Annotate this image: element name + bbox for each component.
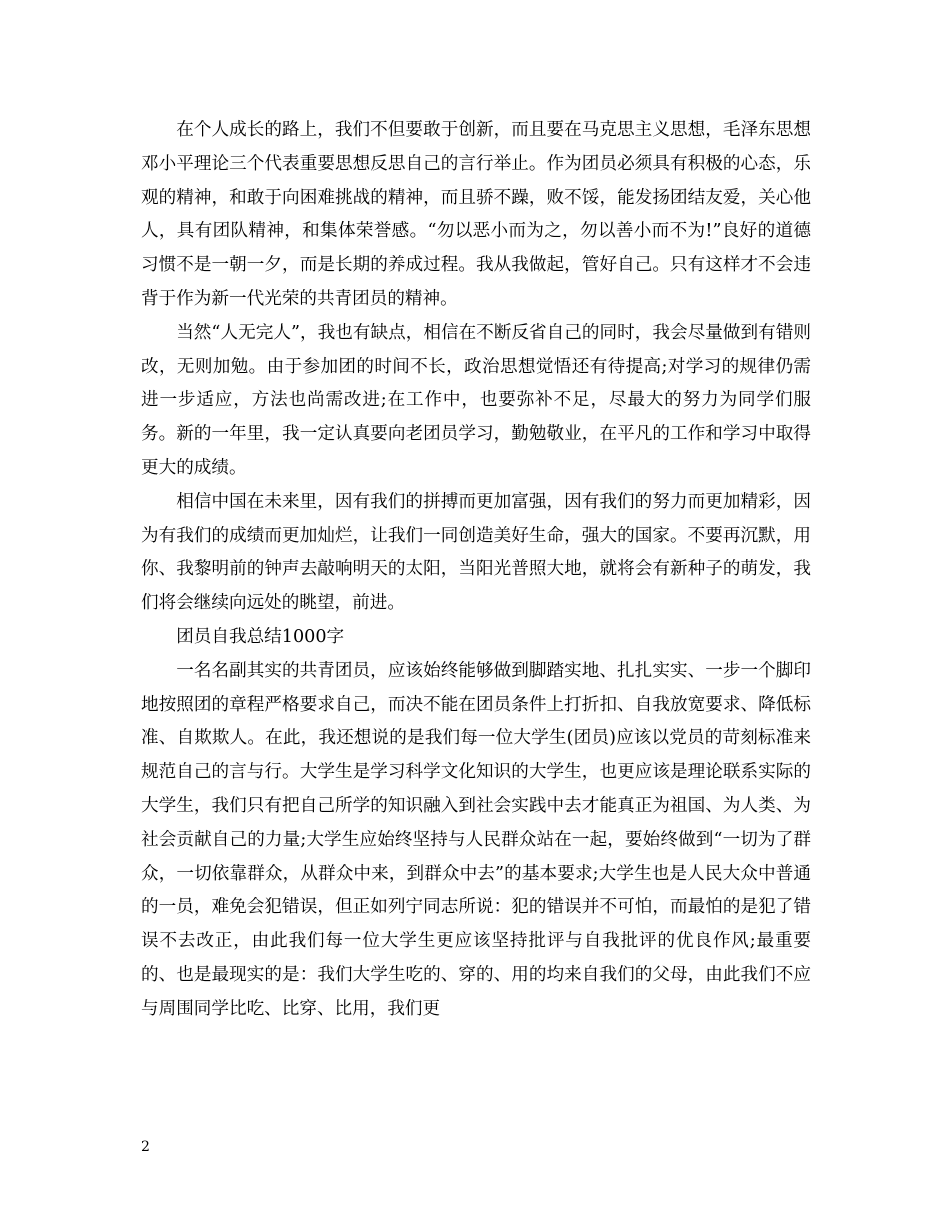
page-number: 2 xyxy=(141,1139,150,1155)
paragraph: 相信中国在未来里，因有我们的拼搏而更加富强，因有我们的努力而更加精彩，因为有我们的成绩而更加灿烂，让我们一同创造美好生命，强大的国家。不要再沉默，用你、我黎明前的钟声去敲响明天的太阳，当阳光普照大地，就将会有新种子的萌发，我们将会继续向远处的眺望，前进。 xyxy=(141,491,811,614)
paragraph: 在个人成长的路上，我们不但要敢于创新，而且要在马克思主义思想，毛泽东思想邓小平理论三个代表重要思想反思自己的言行举止。作为团员必须具有积极的心态，乐观的精神，和敢于向困难挑战的精神，而且骄不躁，败不馁，能发扬团结友爱，关心他人，具有团队精神，和集体荣誉感。“勿以恶小而为之，勿以善小而不为!”良好的道德习惯不是一朝一夕，而是长期的养成过程。我从我做起，管好自己。只有这样才不会违背于作为新一代光荣的共青团员的精神。 xyxy=(141,120,811,309)
paragraph: 一名名副其实的共青团员，应该始终能够做到脚踏实地、扎扎实实、一步一个脚印地按照团的章程严格要求自己，而决不能在团员条件上打折扣、自我放宽要求、降低标准、自欺欺人。在此，我还想说的是我们每一位大学生(团员)应该以党员的苛刻标准来规范自己的言与行。大学生是学习科学文化知识的大学生，也更应该是理论联系实际的大学生，我们只有把自己所学的知识融入到社会实践中去才能真正为祖国、为人类、为社会贡献自己的力量;大学生应始终坚持与人民群众站在一起，要始终做到“一切为了群众，一切依靠群众，从群众中来，到群众中去”的基本要求;大学生也是人民大众中普通的一员，难免会犯错误，但正如列宁同志所说：犯的错误并不可怕，而最怕的是犯了错误不去改正，由此我们每一位大学生更应该坚持批评与自我批评的优良作风;最重要的、也是最现实的是：我们大学生吃的、穿的、用的均来自我们的父母，由此我们不应与周围同学比吃、比穿、比用，我们更 xyxy=(141,660,811,1019)
document-body xyxy=(141,114,811,1027)
paragraph: 当然“人无完人”，我也有缺点，相信在不断反省自己的同时，我会尽量做到有错则改，无则加勉。由于参加团的时间不长，政治思想觉悟还有待提高;对学习的规律仍需进一步适应，方法也尚需改进;在工作中，也要弥补不足，尽最大的努力为同学们服务。新的一年里，我一定认真要向老团员学习，勤勉敬业，在平凡的工作和学习中取得更大的成绩。 xyxy=(141,322,811,478)
section-heading: 团员自我总结1000字 xyxy=(176,626,345,647)
